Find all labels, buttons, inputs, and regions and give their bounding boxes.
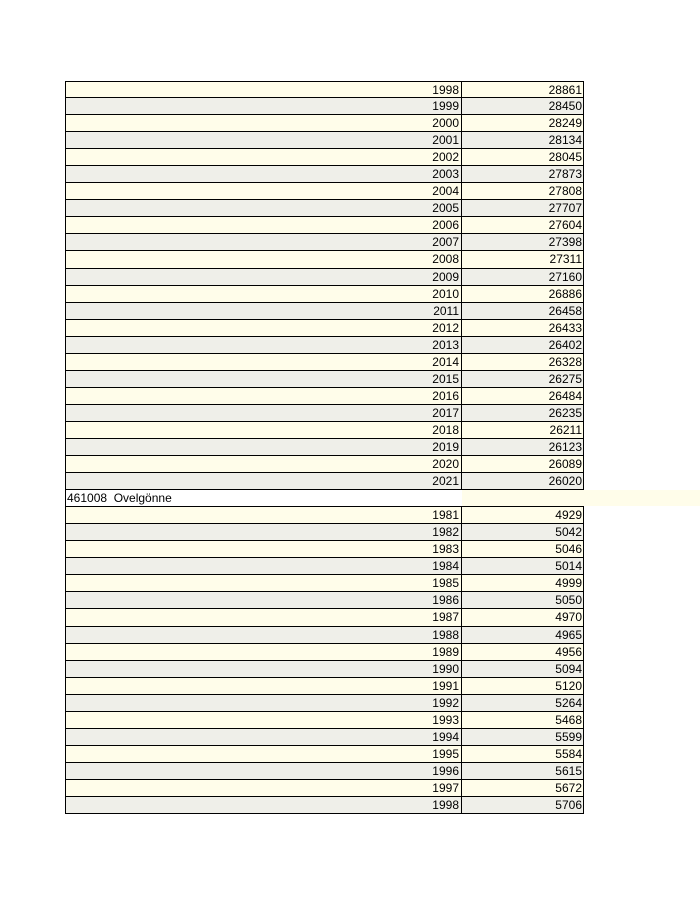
header-band [462,490,700,506]
section-title: 461008 Ovelgönne [67,491,172,506]
year-cell: 2003 [66,166,462,182]
year-cell: 2015 [66,371,462,387]
year-cell: 1981 [66,507,462,523]
value-cell: 4999 [555,576,582,591]
year-cell: 1998 [66,82,462,97]
table-row [65,558,584,575]
value-cell: 26123 [548,439,582,454]
year-cell: 1989 [66,644,462,660]
table-row [65,269,584,286]
year-cell: 1995 [66,746,462,762]
value-cell: 28450 [548,99,582,114]
table-row [65,524,584,541]
table-row [65,388,584,405]
value-cell: 4965 [555,627,582,642]
value-cell: 5599 [555,729,582,744]
year-cell: 2020 [66,456,462,472]
section-header-row [65,490,584,507]
table-row [65,712,584,729]
year-cell: 2008 [66,251,462,267]
value-cell: 26402 [548,337,582,352]
table-row [65,320,584,337]
table-row [65,627,584,644]
value-cell: 28249 [548,116,582,131]
year-cell: 2000 [66,115,462,131]
year-cell: 1983 [66,541,462,557]
table-row [65,98,584,115]
table-row [65,609,584,626]
year-cell: 1984 [66,558,462,574]
value-cell: 28861 [548,83,582,97]
year-cell: 1988 [66,627,462,643]
value-cell: 5706 [555,797,582,812]
value-cell: 27873 [548,167,582,182]
table-row [65,678,584,695]
table-row [65,661,584,678]
year-cell: 2001 [66,132,462,148]
value-cell: 28045 [548,150,582,165]
value-cell: 26433 [548,320,582,335]
value-cell: 27398 [548,235,582,250]
year-cell: 2012 [66,320,462,336]
table-row [65,541,584,558]
value-cell: 27160 [548,269,582,284]
year-cell: 1993 [66,712,462,728]
table-row [65,797,584,814]
year-cell: 2009 [66,269,462,285]
year-cell: 2013 [66,337,462,353]
table-row [65,166,584,183]
value-cell: 27604 [548,218,582,233]
table-row [65,371,584,388]
year-cell: 2007 [66,234,462,250]
value-cell: 5120 [555,678,582,693]
value-cell: 26328 [548,354,582,369]
value-cell: 26886 [548,286,582,301]
value-cell: 4970 [555,610,582,625]
value-cell: 26275 [548,371,582,386]
table-row [65,354,584,371]
table-row [65,251,584,268]
table-row [65,149,584,166]
year-cell: 1982 [66,524,462,540]
value-cell: 26089 [548,457,582,472]
value-cell: 4956 [555,644,582,659]
year-cell: 1994 [66,729,462,745]
table-row [65,780,584,797]
year-cell: 1991 [66,678,462,694]
value-cell: 26211 [549,422,582,437]
table-row [65,456,584,473]
value-cell: 28134 [548,133,582,148]
table-row [65,746,584,763]
year-cell: 1990 [66,661,462,677]
table-row [65,575,584,592]
value-cell: 5264 [555,695,582,710]
value-cell: 5584 [555,746,582,761]
table-row [65,729,584,746]
value-cell: 27707 [548,201,582,216]
value-cell: 5468 [555,712,582,727]
year-cell: 2016 [66,388,462,404]
table-row [65,337,584,354]
value-cell: 5094 [555,661,582,676]
year-cell: 2010 [66,286,462,302]
table-row [65,422,584,439]
spreadsheet-table [65,81,584,814]
table-row [65,473,584,490]
year-cell: 1996 [66,763,462,779]
table-row [65,763,584,780]
value-cell: 4929 [555,508,582,523]
table-row [65,644,584,661]
table-row [65,405,584,422]
year-cell: 1987 [66,609,462,625]
table-row [65,695,584,712]
year-cell: 2014 [66,354,462,370]
value-cell: 26020 [548,474,582,489]
value-cell: 26235 [548,405,582,420]
value-cell: 5014 [555,559,582,574]
table-row [65,183,584,200]
year-cell: 2005 [66,200,462,216]
table-row [65,200,584,217]
year-cell: 2006 [66,217,462,233]
year-cell: 1992 [66,695,462,711]
value-cell: 5050 [555,593,582,608]
year-cell: 1997 [66,780,462,796]
value-cell: 26484 [548,388,582,403]
table-row [65,81,584,98]
year-cell: 2011 [66,303,462,319]
year-cell: 2004 [66,183,462,199]
table-row [65,592,584,609]
table-row [65,132,584,149]
year-cell: 2017 [66,405,462,421]
table-row [65,303,584,320]
year-cell: 1986 [66,592,462,608]
value-cell: 5042 [555,525,582,540]
year-cell: 1999 [66,98,462,114]
table-row [65,439,584,456]
year-cell: 2018 [66,422,462,438]
table-row [65,115,584,132]
value-cell: 5046 [555,542,582,557]
year-cell: 1985 [66,575,462,591]
table-row [65,234,584,251]
value-cell: 5615 [555,763,582,778]
value-cell: 26458 [548,303,582,318]
table-row [65,217,584,234]
value-cell: 27808 [548,184,582,199]
year-cell: 1998 [66,797,462,813]
table-row [65,507,584,524]
year-cell: 2021 [66,473,462,489]
value-cell: 5672 [555,780,582,795]
year-cell: 2019 [66,439,462,455]
value-cell: 27311 [549,252,582,267]
year-cell: 2002 [66,149,462,165]
table-row [65,286,584,303]
